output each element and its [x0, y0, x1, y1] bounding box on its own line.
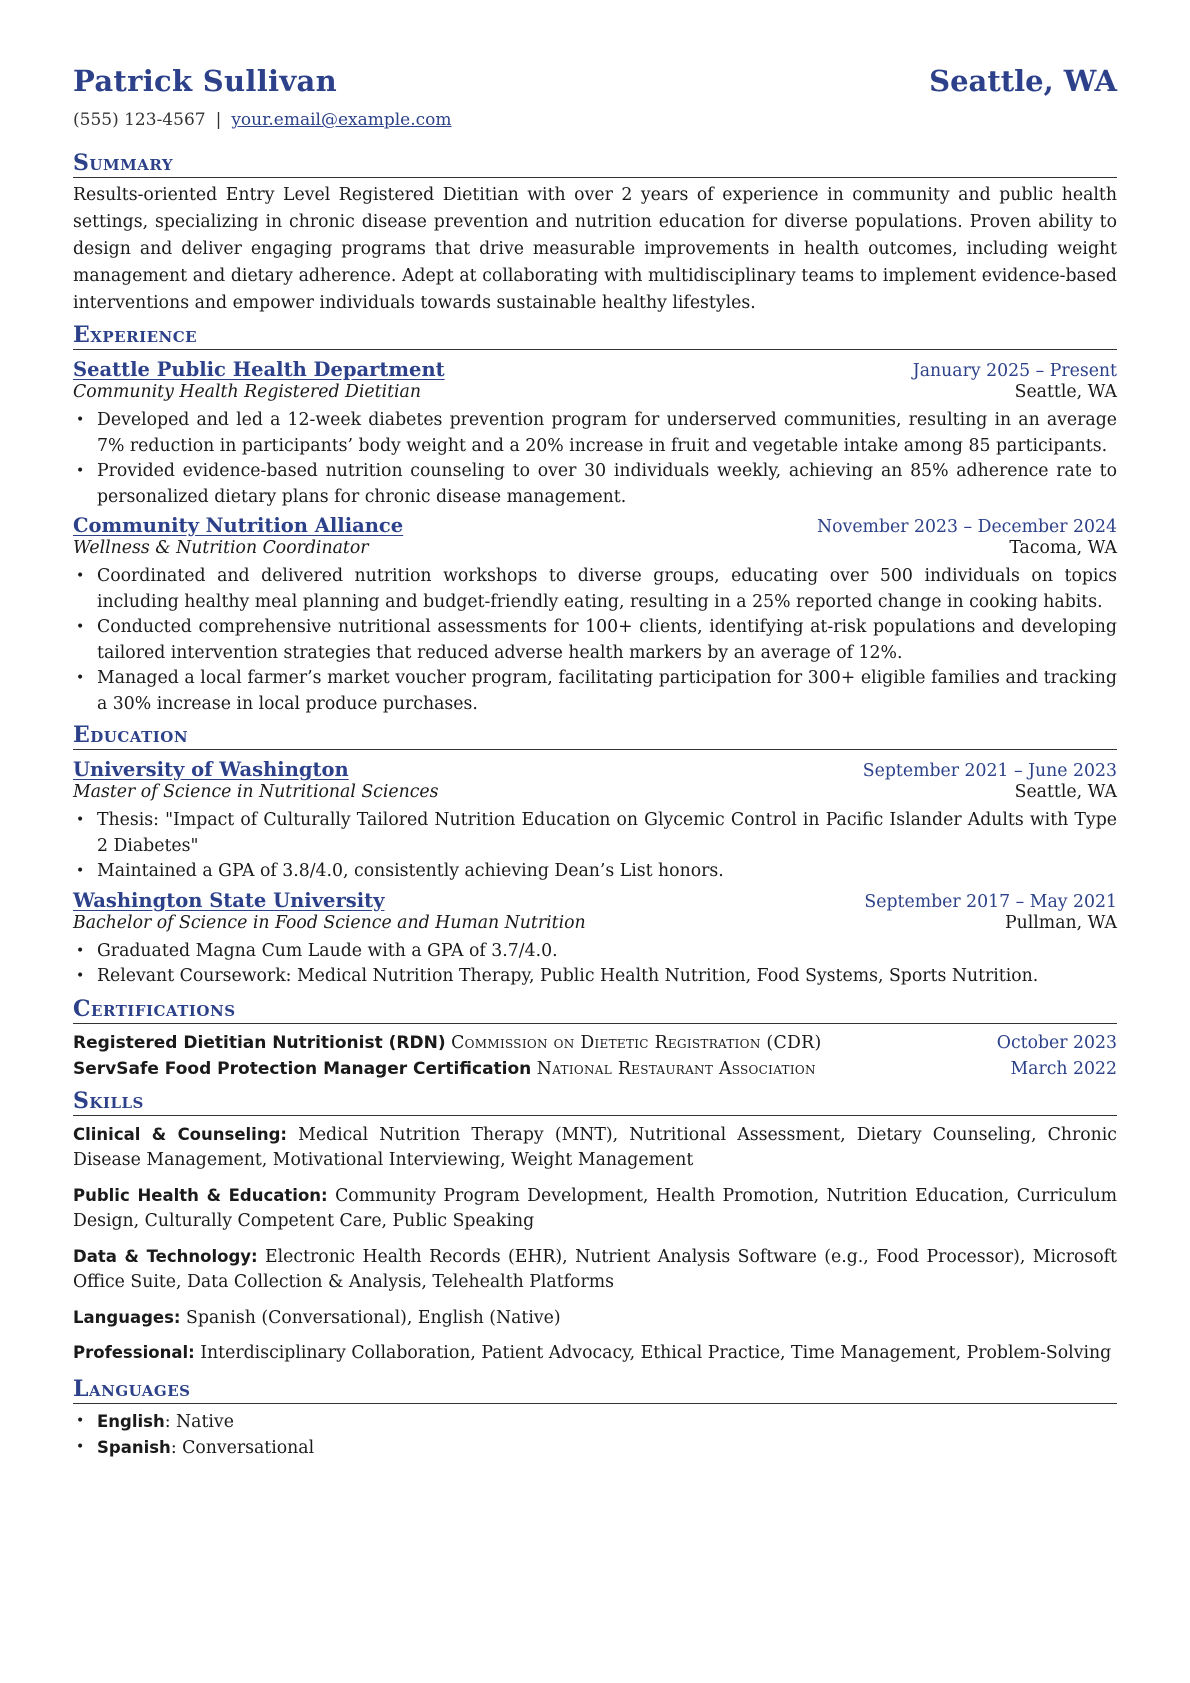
contact-line	[73, 110, 452, 130]
experience-section	[73, 322, 1117, 717]
school-link[interactable]: Washington State University	[73, 888, 385, 912]
certification-date: October 2023	[996, 1032, 1117, 1053]
certification-name: Registered Dietitian Nutritionist (RDN)	[73, 1032, 446, 1053]
language-name: English	[97, 1411, 165, 1431]
certification-date: March 2022	[1010, 1058, 1117, 1079]
education-entry	[73, 889, 1117, 990]
phone-number: (555) 123-4567	[73, 110, 206, 130]
bullet-item: • Developed and led a 12-week diabetes prevention program for underserved communities, resulting in an average 7% reduction in participants’ body weight and a 20% increase in fruit and vegetable intake among 85 participants.	[97, 408, 1117, 459]
bullet-item: • Thesis: "Impact of Culturally Tailored Nutrition Education on Glycemic Control in Pacific Islander Adults with Type 2 Diabetes"	[97, 808, 1117, 859]
bullet-item: • Graduated Magna Cum Laude with a GPA of 3.7/4.0.	[97, 939, 1117, 965]
section-title-education: Education	[73, 722, 1117, 750]
experience-entry	[73, 358, 1117, 510]
skill-group	[73, 1122, 1117, 1174]
bullet-list	[73, 564, 1117, 717]
entry-dates: September 2017 – May 2021	[864, 891, 1117, 912]
certification-issuer: National Restaurant Association	[536, 1058, 816, 1079]
candidate-name: Patrick Sullivan	[73, 64, 337, 98]
school-link[interactable]: University of Washington	[73, 758, 349, 781]
skill-group-label: Clinical & Counseling:	[73, 1124, 287, 1144]
entry-dates: January 2025 – Present	[912, 361, 1117, 381]
section-title-skills: Skills	[73, 1088, 1117, 1116]
entry-location: Tacoma, WA	[1009, 538, 1117, 558]
skill-group-values: Medical Nutrition Therapy (MNT), Nutritional Assessment, Dietary Counseling, Chronic Disease Management, Motivational Interviewing, Weight Management	[73, 1124, 1117, 1170]
skill-group-values: Spanish (Conversational), English (Native)	[186, 1307, 561, 1328]
skill-group-values: Electronic Health Records (EHR), Nutrient Analysis Software (e.g., Food Processor), Microsoft Office Suite, Data Collection & Analysis, Telehealth Platforms	[73, 1246, 1117, 1292]
bullet-list	[73, 808, 1117, 885]
skill-group	[73, 1183, 1117, 1235]
skill-group	[73, 1244, 1117, 1296]
certification-issuer: Commission on Dietetic Registration (CDR)	[451, 1032, 822, 1053]
skill-group-label: Public Health & Education:	[73, 1185, 328, 1205]
education-section	[73, 722, 1117, 990]
skill-group-values: Interdisciplinary Collaboration, Patient Advocacy, Ethical Practice, Time Management, Problem-Solving	[200, 1343, 1112, 1363]
skill-group-label: Professional:	[73, 1343, 195, 1362]
skill-group-label: Data & Technology:	[73, 1246, 258, 1266]
entry-location: Pullman, WA	[1005, 912, 1117, 933]
section-title-summary: Summary	[73, 150, 1117, 178]
entry-location: Seattle, WA	[1014, 382, 1117, 402]
language-name: Spanish	[97, 1438, 171, 1457]
section-title-experience: Experience	[73, 322, 1117, 350]
candidate-location: Seattle, WA	[929, 64, 1117, 98]
language-level: : Conversational	[170, 1438, 315, 1458]
certification-name: ServSafe Food Protection Manager Certification	[73, 1058, 532, 1079]
language-level: : Native	[164, 1411, 234, 1432]
summary-text: Results-oriented Entry Level Registered Dietitian with over 2 years of experience in community and public health settings, specializing in chronic disease prevention and nutrition education for diverse populations. Proven ability to design and deliver engaging programs that drive measurable improvements in health outcomes, including weight management and dietary adherence. Adept at collaborating with multidisciplinary teams to implement evidence-based interventions and empower individuals towards sustainable healthy lifestyles.	[73, 185, 1117, 313]
job-title: Wellness & Nutrition Coordinator	[73, 538, 369, 558]
experience-entry	[73, 514, 1117, 717]
resume-header	[73, 0, 1117, 150]
entry-location: Seattle, WA	[1014, 782, 1117, 802]
certification-item	[73, 1056, 1117, 1082]
bullet-list	[73, 408, 1117, 510]
employer-link[interactable]: Community Nutrition Alliance	[73, 514, 404, 537]
language-item	[97, 1435, 1117, 1462]
skill-group	[73, 1305, 1117, 1332]
bullet-item: • Coordinated and delivered nutrition workshops to diverse groups, educating over 500 individuals on topics including healthy meal planning and budget-friendly eating, resulting in a 25% reported change in cooking habits.	[97, 564, 1117, 615]
email-link[interactable]: your.email@example.com	[231, 110, 452, 130]
skill-group	[73, 1340, 1117, 1367]
degree-title: Bachelor of Science in Food Science and Human Nutrition	[73, 912, 586, 933]
bullet-list	[73, 939, 1117, 990]
languages-section	[73, 1376, 1117, 1462]
bullet-item: • Maintained a GPA of 3.8/4.0, consistently achieving Dean’s List honors.	[97, 859, 1117, 885]
contact-separator: |	[215, 110, 222, 130]
section-title-certifications: Certifications	[73, 996, 1117, 1024]
skill-group-label: Languages:	[73, 1307, 181, 1327]
bullet-item: • Conducted comprehensive nutritional assessments for 100+ clients, identifying at-risk populations and developing tailored intervention strategies that reduced adverse health markers by an average of 12%.	[97, 615, 1117, 666]
job-title: Community Health Registered Dietitian	[73, 382, 421, 402]
skill-group-values: Community Program Development, Health Promotion, Nutrition Education, Curriculum Design, Culturally Competent Care, Public Speaking	[73, 1185, 1117, 1231]
certifications-section	[73, 996, 1117, 1082]
employer-link[interactable]: Seattle Public Health Department	[73, 358, 445, 381]
summary-section	[73, 150, 1117, 317]
language-list	[73, 1409, 1117, 1462]
bullet-item: • Relevant Coursework: Medical Nutrition Therapy, Public Health Nutrition, Food Systems, Sports Nutrition.	[97, 964, 1117, 990]
certification-item	[73, 1030, 1117, 1056]
bullet-item: • Managed a local farmer’s market voucher program, facilitating participation for 300+ eligible families and tracking a 30% increase in local produce purchases.	[97, 666, 1117, 717]
skills-section	[73, 1088, 1117, 1367]
education-entry	[73, 758, 1117, 885]
entry-dates: September 2021 – June 2023	[862, 761, 1117, 781]
entry-dates: November 2023 – December 2024	[817, 517, 1117, 537]
degree-title: Master of Science in Nutritional Sciences	[73, 782, 439, 802]
language-item	[97, 1409, 1117, 1436]
section-title-languages: Languages	[73, 1376, 1117, 1404]
bullet-item: • Provided evidence-based nutrition counseling to over 30 individuals weekly, achieving an 85% adherence rate to personalized dietary plans for chronic disease management.	[97, 459, 1117, 510]
